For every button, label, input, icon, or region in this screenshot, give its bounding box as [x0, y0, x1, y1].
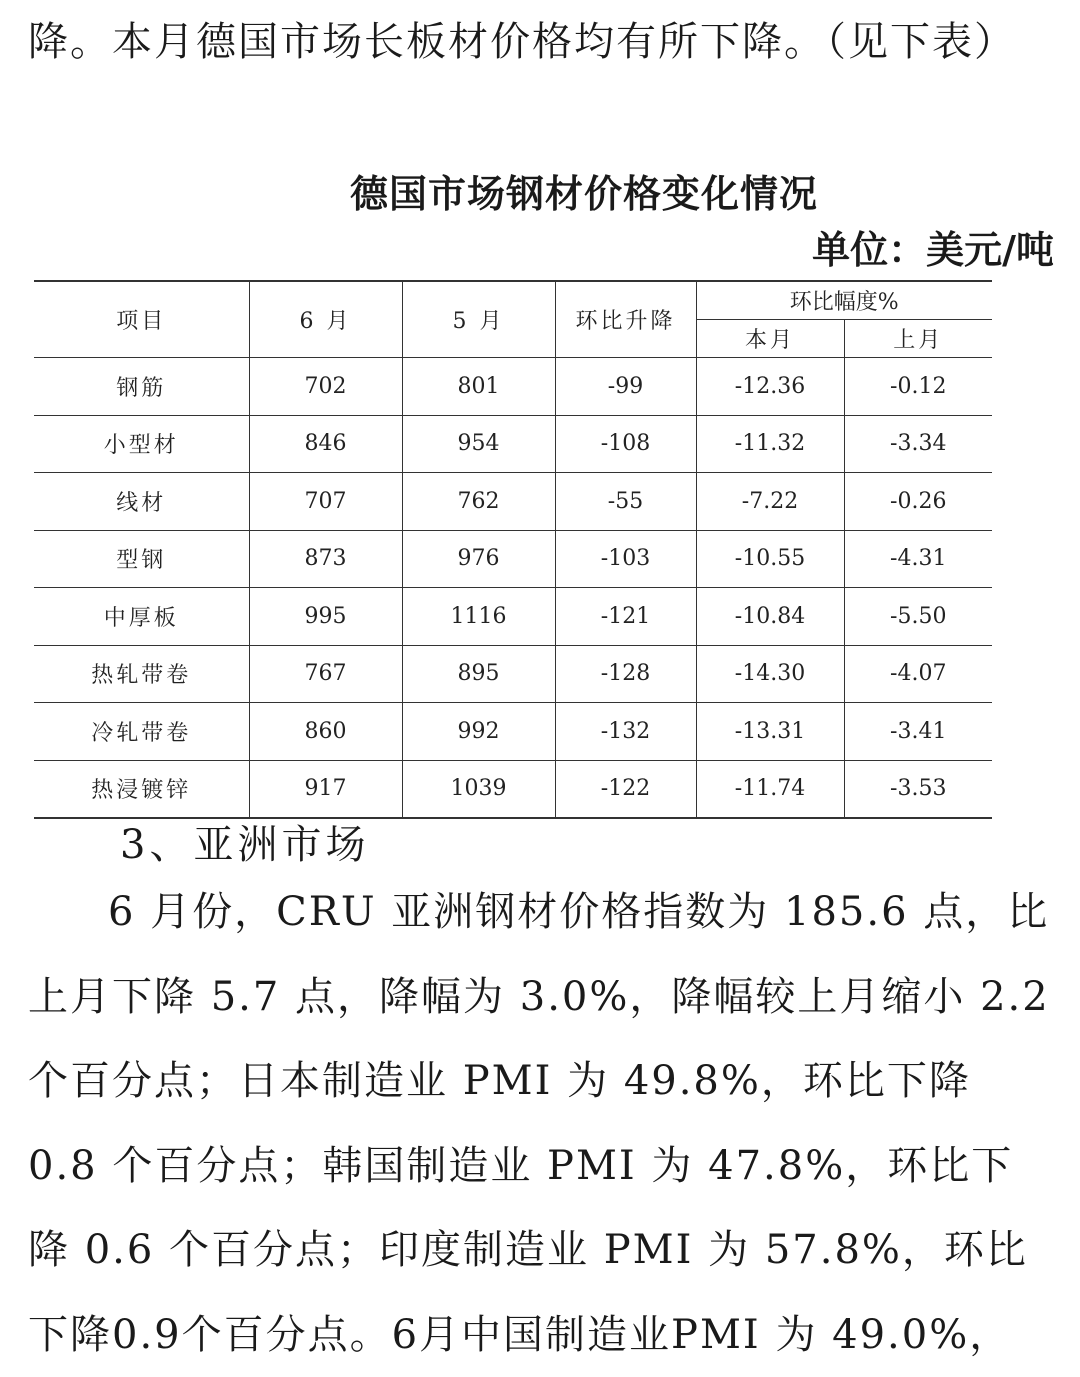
table-row — [34, 645, 992, 703]
cell-change: -128 — [555, 645, 696, 703]
cell-last-month: -5.50 — [844, 588, 992, 646]
cell-item: 线材 — [34, 473, 249, 531]
cell-last-month: -3.41 — [844, 703, 992, 761]
cell-may: 976 — [402, 530, 555, 588]
cell-item: 冷轧带卷 — [34, 703, 249, 761]
cell-change: -132 — [555, 703, 696, 761]
cell-item: 型钢 — [34, 530, 249, 588]
cell-last-month: -4.07 — [844, 645, 992, 703]
cell-change: -103 — [555, 530, 696, 588]
header-mom-change: 环比升降 — [555, 281, 696, 358]
cell-item: 热轧带卷 — [34, 645, 249, 703]
header-this-month: 本月 — [696, 320, 844, 358]
cell-item: 小型材 — [34, 415, 249, 473]
cell-may: 1116 — [402, 588, 555, 646]
cell-this-month: -12.36 — [696, 358, 844, 416]
cell-this-month: -7.22 — [696, 473, 844, 531]
cell-this-month: -11.32 — [696, 415, 844, 473]
header-june: 6 月 — [249, 281, 402, 358]
table-body — [34, 358, 992, 819]
table-row — [34, 358, 992, 416]
cell-change: -55 — [555, 473, 696, 531]
cell-this-month: -10.84 — [696, 588, 844, 646]
cell-may: 801 — [402, 358, 555, 416]
table-row — [34, 703, 992, 761]
cell-last-month: -3.34 — [844, 415, 992, 473]
body-paragraph: 6 月份，CRU 亚洲钢材价格指数为 185.6 点，比上月下降 5.7 点，降幅为 3.0%，降幅较上月缩小 2.2 个百分点；日本制造业 PMI 为 49.8%，环比下降 0.8 个百分点；韩国制造业 PMI 为 47.8%，环比下降 0.6 个百分点；印度制造业 PMI 为 57.8%，环比下降0.9个百分点。6月中国制造业PMI 为 49.0%， — [28, 889, 1050, 1358]
cell-may: 895 — [402, 645, 555, 703]
cell-june: 917 — [249, 760, 402, 818]
table-row — [34, 473, 992, 531]
cell-this-month: -10.55 — [696, 530, 844, 588]
table-unit: 单位：美元/吨 — [812, 228, 1054, 272]
cell-june: 846 — [249, 415, 402, 473]
table-title: 德国市场钢材价格变化情况 — [349, 172, 818, 216]
cell-june: 860 — [249, 703, 402, 761]
cell-item: 钢筋 — [34, 358, 249, 416]
cell-this-month: -13.31 — [696, 703, 844, 761]
cell-change: -122 — [555, 760, 696, 818]
steel-price-table — [34, 280, 992, 819]
cell-may: 992 — [402, 703, 555, 761]
cell-change: -108 — [555, 415, 696, 473]
cell-june: 873 — [249, 530, 402, 588]
cell-last-month: -0.26 — [844, 473, 992, 531]
cell-last-month: -3.53 — [844, 760, 992, 818]
cell-last-month: -0.12 — [844, 358, 992, 416]
table-header-row — [34, 281, 992, 320]
cell-may: 1039 — [402, 760, 555, 818]
cell-item: 热浸镀锌 — [34, 760, 249, 818]
cell-last-month: -4.31 — [844, 530, 992, 588]
cell-may: 954 — [402, 415, 555, 473]
cell-may: 762 — [402, 473, 555, 531]
table-row — [34, 588, 992, 646]
header-last-month: 上月 — [844, 320, 992, 358]
cell-item: 中厚板 — [34, 588, 249, 646]
table-row — [34, 530, 992, 588]
cell-june: 702 — [249, 358, 402, 416]
cell-june: 995 — [249, 588, 402, 646]
table-row — [34, 415, 992, 473]
cell-change: -121 — [555, 588, 696, 646]
cell-june: 767 — [249, 645, 402, 703]
header-item: 项目 — [34, 281, 249, 358]
intro-paragraph: 降。本月德国市场长板材价格均有所下降。（见下表） — [28, 19, 1016, 65]
cell-change: -99 — [555, 358, 696, 416]
section-heading: 3、亚洲市场 — [120, 822, 370, 868]
header-mom-pct: 环比幅度% — [696, 281, 992, 320]
cell-june: 707 — [249, 473, 402, 531]
header-may: 5 月 — [402, 281, 555, 358]
cell-this-month: -14.30 — [696, 645, 844, 703]
cell-this-month: -11.74 — [696, 760, 844, 818]
